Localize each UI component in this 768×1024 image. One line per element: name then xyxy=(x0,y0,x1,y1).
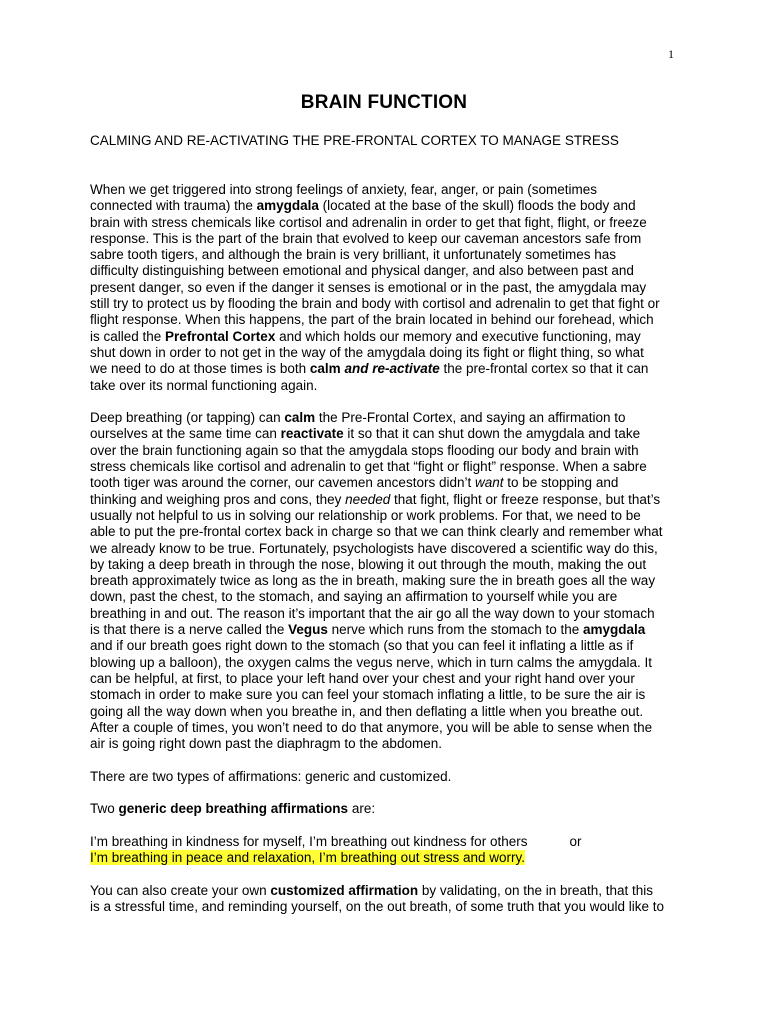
text-line: stomach in order to make sure you can feel your stomach inflating a little, to be sure the air is xyxy=(90,687,646,703)
text-line: sabre tooth tigers, and although the brain is very brilliant, it unfortunately sometimes has xyxy=(90,247,617,263)
text-line: going all the way down when you breathe in, and then deflating a little when you breathe out. xyxy=(90,703,644,719)
text-line: stress chemicals like cortisol and adrenalin to get that “fight or flight” response. When a sabre xyxy=(90,459,647,475)
affirmation-examples xyxy=(90,834,686,867)
text-line: tooth tiger was around the corner, our cavemen ancestors didn’t want to be stopping and xyxy=(90,475,619,491)
text-line: is a stressful time, and reminding yourself, on the out breath, of some truth that you would like to xyxy=(90,899,665,915)
text-line: When we get triggered into strong feelings of anxiety, fear, anger, or pain (sometimes xyxy=(90,182,598,197)
text-line: shut down in order to not get in the way of the amygdala doing its fight or flight thing, so what xyxy=(90,344,644,360)
text-line: thinking and weighing pros and cons, they needed that fight, flight or freeze response, but that’s xyxy=(90,491,661,507)
paragraph-1 xyxy=(90,182,686,394)
document-subtitle: CALMING AND RE-ACTIVATING THE PRE-FRONTAL CORTEX TO MANAGE STRESS xyxy=(90,133,619,148)
term-needed: needed xyxy=(345,491,391,507)
text-line: able to put the pre-frontal cortex back in charge so that we can think clearly and remember what xyxy=(90,524,663,540)
text-line: usually not helpful to us in solving our relationship or work problems. For that, we need to be xyxy=(90,507,641,523)
term-customized-affirmation: customized affirmation xyxy=(270,882,419,898)
text-line: still try to protect us by flooding the brain and body with cortisol and adrenalin to get that fight or xyxy=(90,296,660,312)
text-line: down, past the chest, to the stomach, and saying an affirmation to yourself while you are xyxy=(90,589,618,605)
text-line: over the brain functioning again so that the amygdala stops flooding our body and brain with xyxy=(90,442,639,458)
text-line: can be helpful, at first, to place your left hand over your chest and your right hand over your xyxy=(90,670,635,686)
term-calm: calm xyxy=(284,410,316,426)
affirmation-1: I’m breathing in kindness for myself, I’m breathing out kindness for others or xyxy=(90,833,582,849)
text-line: ourselves at the same time can reactivate it so that it can shut down the amygdala and take xyxy=(90,426,641,442)
text-line: is called the Prefrontal Cortex and which holds our memory and executive functioning, may xyxy=(90,328,641,344)
text-line: is that there is a nerve called the Vegus nerve which runs from the stomach to the amygdala xyxy=(90,622,646,638)
term-calm: calm xyxy=(309,361,341,377)
document-title: BRAIN FUNCTION xyxy=(300,92,468,113)
term-amygdala: amygdala xyxy=(583,622,646,638)
text-line: connected with trauma) the amygdala (located at the base of the skull) floods the body and xyxy=(90,198,636,214)
paragraph-2 xyxy=(90,410,686,752)
or-connector: or xyxy=(569,833,582,849)
document-body xyxy=(90,182,686,932)
highlighted-affirmation: I’m breathing in peace and relaxation, I’m breathing out stress and worry. xyxy=(90,850,525,866)
text-line: we already know to be true. Fortunately, psychologists have discovered a scientific way do this, xyxy=(90,540,658,556)
paragraph-4: Two generic deep breathing affirmations are: xyxy=(90,801,376,817)
text-line: breathing in and out. The reason it’s important that the air go all the way down to your stomach xyxy=(90,605,655,621)
term-amygdala: amygdala xyxy=(256,198,319,214)
affirmation-2 xyxy=(90,850,686,866)
term-generic-affirmations: generic deep breathing affirmations xyxy=(118,801,349,817)
text-line: and if our breath goes right down to the stomach (so that you can feel it inflating a little as if xyxy=(90,638,634,654)
term-reactivate: reactivate xyxy=(280,426,344,442)
term-want: want xyxy=(474,475,504,491)
page-number: 1 xyxy=(668,47,674,61)
text-line: difficulty distinguishing between emotional and physical danger, and also between past and xyxy=(90,263,634,279)
text-line: After a couple of times, you won’t need to do that anymore, you will be able to sense when the xyxy=(90,719,653,735)
text-line: take over its normal functioning again. xyxy=(90,377,318,393)
term-prefrontal-cortex: Prefrontal Cortex xyxy=(165,328,276,344)
paragraph-3: There are two types of affirmations: generic and customized. xyxy=(90,768,452,784)
text-line: Deep breathing (or tapping) can calm the Pre-Frontal Cortex, and saying an affirmation to xyxy=(90,410,626,426)
text-line: response. This is the part of the brain that evolved to keep our caveman ancestors safe from xyxy=(90,230,642,246)
text-line: blowing up a balloon), the oxygen calms the vegus nerve, which in turn calms the amygdala. It xyxy=(90,654,653,670)
text-line: air is going right down past the diaphragm to the abdomen. xyxy=(90,736,442,752)
paragraph-6 xyxy=(90,883,686,916)
text-line: flight response. When this happens, the part of the brain located in behind our forehead, which xyxy=(90,312,654,328)
text-line: present danger, so even if the danger it senses is emotional or in the past, the amygdala may xyxy=(90,279,647,295)
term-vegus: Vegus xyxy=(288,622,328,638)
text-line: breath approximately twice as long as the in breath, making sure the in breath goes all the way xyxy=(90,573,656,589)
text-line: we need to do at those times is both calm and re-activate the pre-frontal cortex so that it can xyxy=(90,361,649,377)
term-re-activate: and re-activate xyxy=(344,361,440,377)
text-line: by taking a deep breath in through the nose, blowing it out through the mouth, making the out xyxy=(90,556,647,572)
text-line: You can also create your own customized affirmation by validating, on the in breath, that this xyxy=(90,882,654,898)
text-line: brain with stress chemicals like cortisol and adrenalin in order to get that fight, flight, or freeze xyxy=(90,214,647,230)
